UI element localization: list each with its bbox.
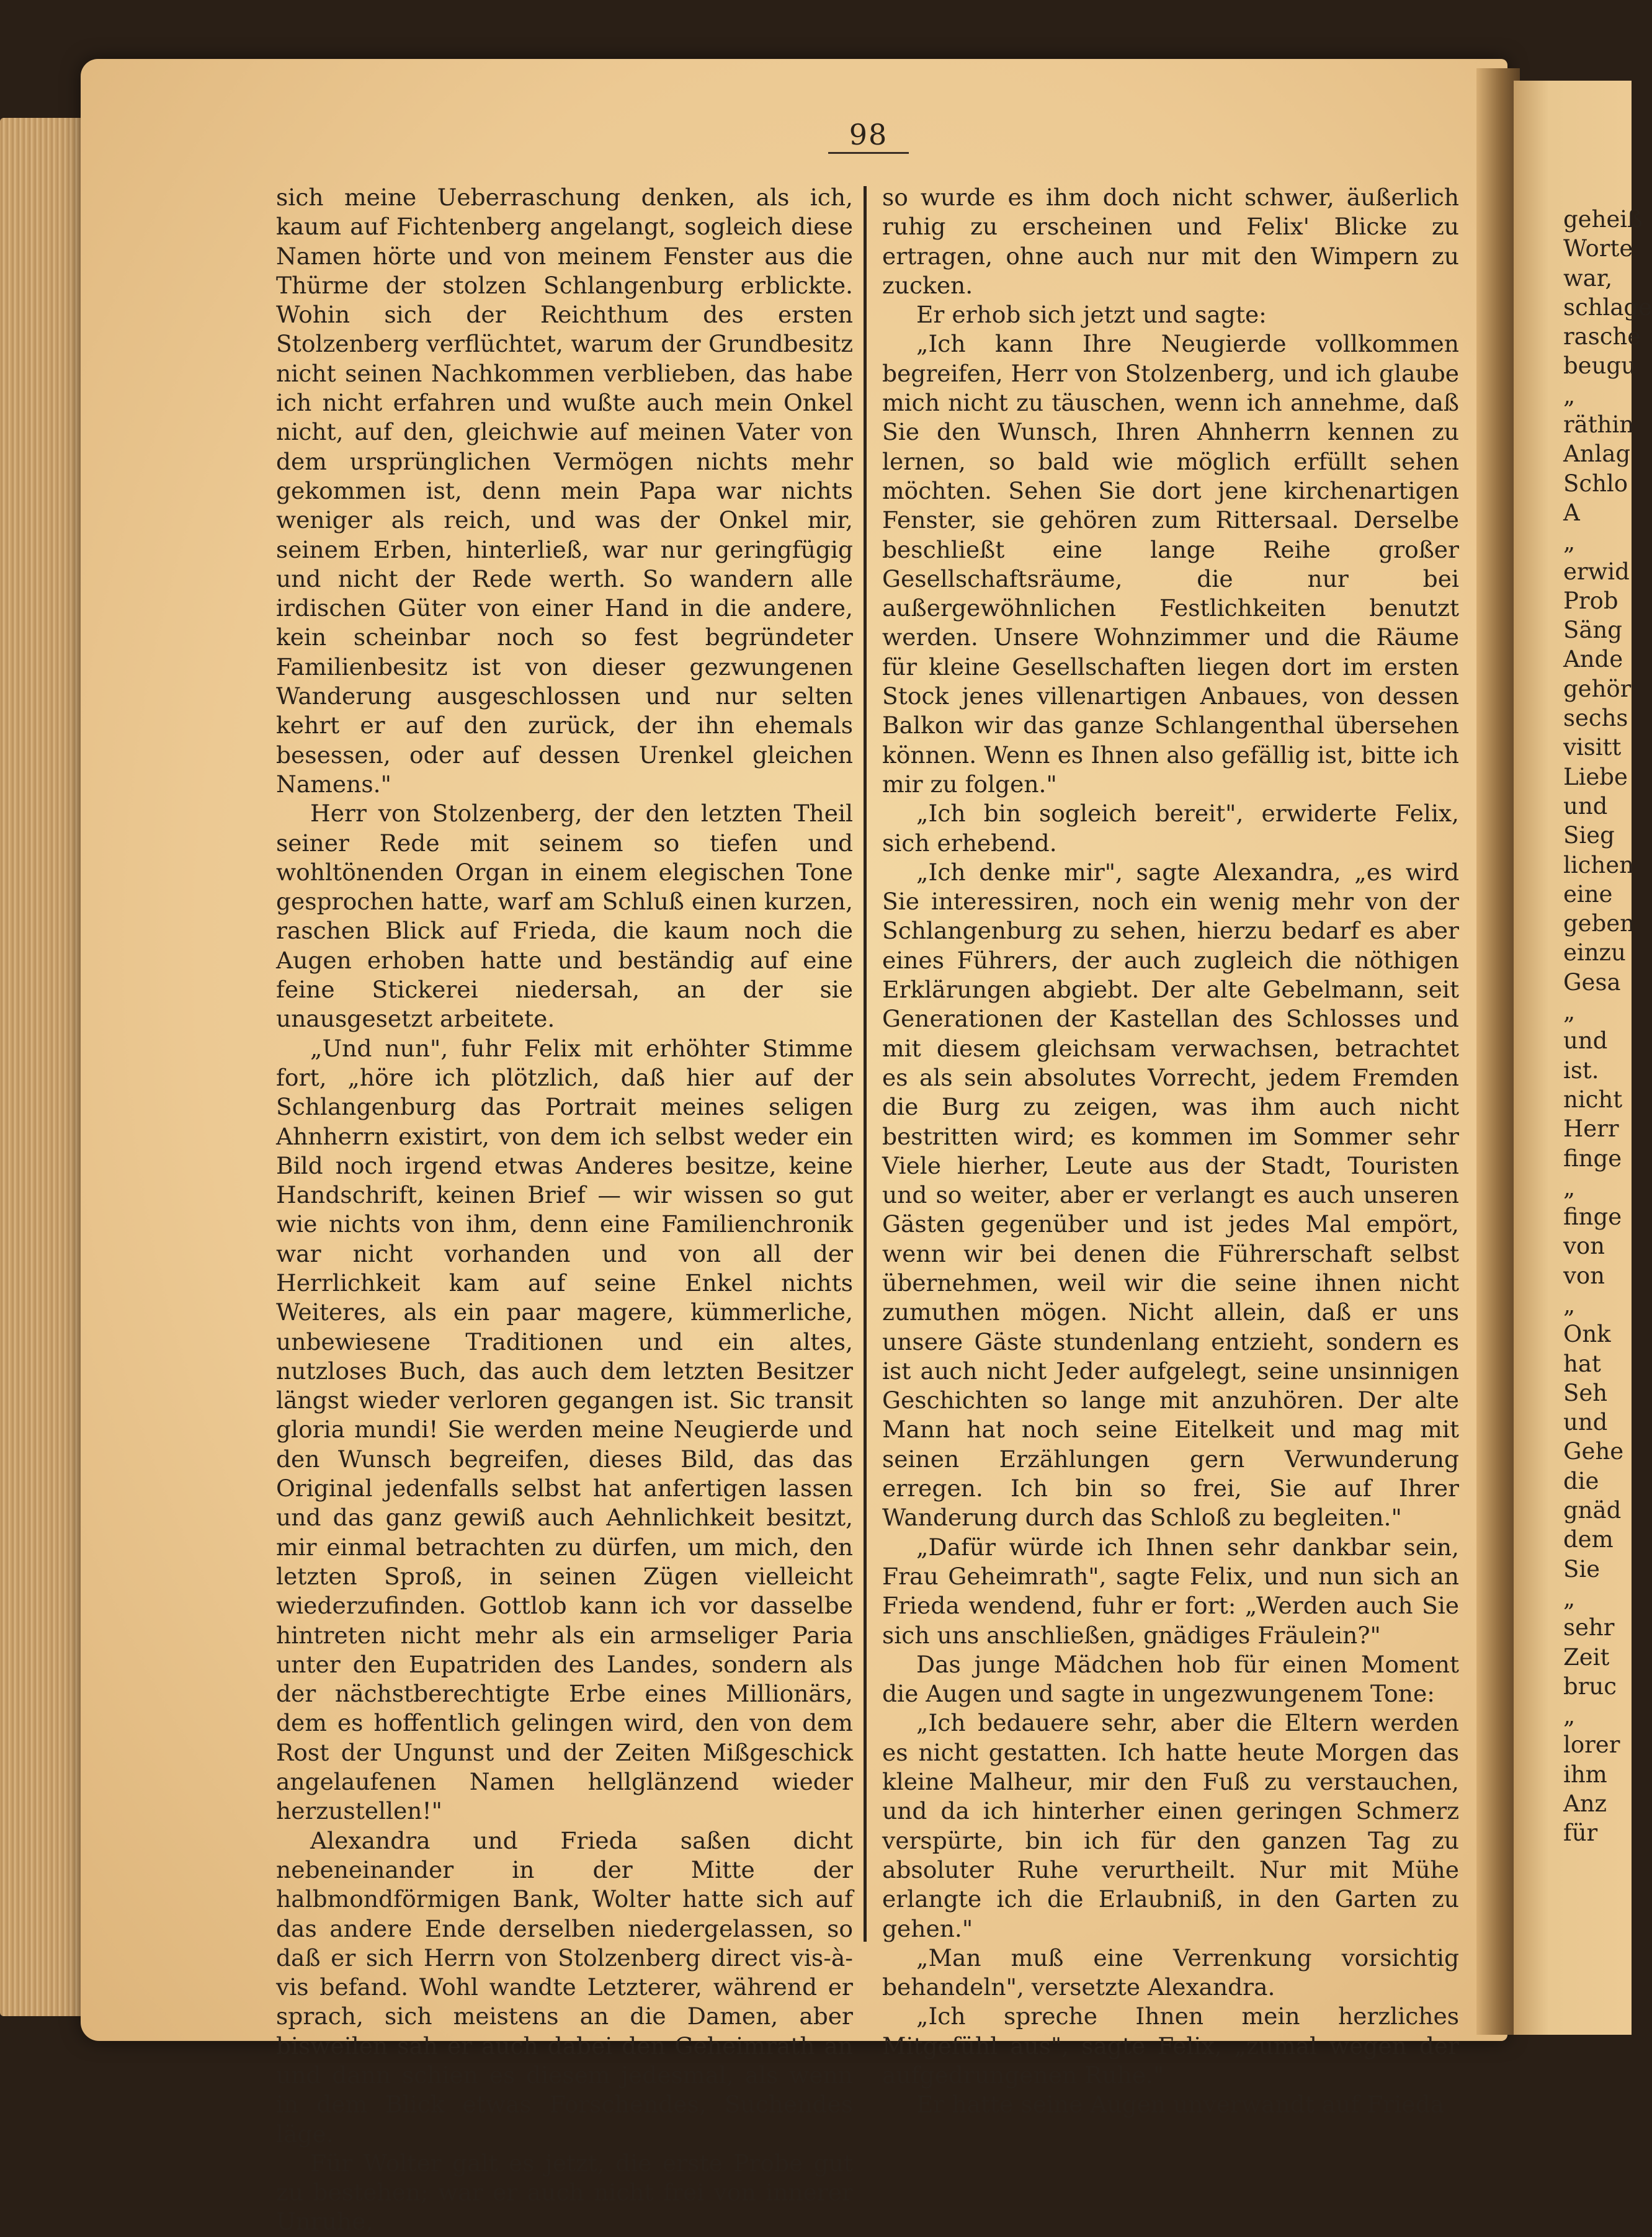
paragraph: „Ich bin sogleich bereit", erwiderte Felix, sich erhebend. [882,800,1459,857]
cut-line-fragment: lichen [1563,851,1634,878]
cut-line-fragment: geheiß [1563,206,1643,233]
cut-line-fragment: ihm [1563,1761,1607,1788]
cut-line-fragment: beugu [1563,352,1636,380]
paragraph: „Ich denke mir", sagte Alexandra, „es wird Sie interessiren, noch ein wenig mehr von der Schlangenburg zu sehen, hierzu bedarf es aber eines Führers, der auch zugleich die nöthigen Erklärungen abgiebt. Der alte Gebelmann, seit Generationen der Kastellan des Schlosses und mit diesem gleichsam verwachsen, betrachtet es als sein absolutes Vorrecht, jedem Fremden die Burg zu zeigen, was ihm auch nicht bestritten wird; es kommen im Sommer sehr Viele hierher, Leute aus der Stadt, Touristen und so weiter, aber er verlangt es auch unseren Gästen gegenüber und ist jedes Mal empört, wenn wir bei denen die Führerschaft selbst übernehmen, weil wir die seine ihnen nicht zumuthen mögen. Nicht allein, daß er uns unsere Gäste stundenlang entzieht, sondern es ist auch nicht Jeder aufgelegt, seine unsinnigen Geschichten so lange mit anzuhören. Der alte Mann hat noch seine Eitelkeit und mag mit seinen Erzählungen gern Verwunderung erregen. Ich bin so frei, Sie auf Ihrer Wanderung durch das Schloß zu begleiten." [882,858,1459,1532]
book-page-edges [0,118,93,2016]
paragraph: „Ich spreche Ihnen mein herzliches Mitgefühl aus", sagte Felix, „zumal wegen der aufgedrungenen Ruhe." [882,2003,1459,2089]
cut-line-fragment: gnäd [1563,1497,1622,1524]
cut-line-fragment: „ [1563,1584,1576,1612]
cut-line-fragment: Liebe [1563,763,1628,790]
cut-line-fragment: für [1563,1820,1598,1847]
cut-line-fragment: hat [1563,1350,1601,1377]
cut-line-fragment: Gesa [1563,968,1621,996]
paragraph: Er hatte seine Augen unverwandt auf Frieda [916,2091,1444,2119]
cut-line-fragment: sechs [1563,705,1628,732]
cut-line-fragment: Onk [1563,1321,1611,1348]
cut-line-fragment: einzu [1563,939,1626,967]
cut-line-fragment: Säng [1563,617,1622,644]
cut-line-fragment: Worte [1563,235,1633,262]
paragraph: „Dafür würde ich Ihnen sehr dankbar sein, Frau Geheimrath", sagte Felix, und nun sich an Frieda wendend, fuhr er fort: „Werden auch Sie sich uns anschließen, gnädiges Fräulein?" [882,1533,1459,1649]
cut-line-fragment: Schlo [1563,470,1628,497]
page-number: 98 [849,118,888,151]
cut-line-fragment: „ [1563,1702,1576,1730]
cut-line-fragment: finge [1563,1145,1622,1172]
cut-line-fragment: Sie [1563,1555,1601,1583]
cut-line-fragment: „ [1563,529,1576,556]
cut-line-fragment: rasche [1563,323,1641,351]
paragraph: „Man muß eine Verrenkung vorsichtig behandeln", versetzte Alexandra. [882,1944,1459,2001]
cut-line-fragment: Seh [1563,1379,1608,1406]
paragraph: Das junge Mädchen hob für einen Moment die Augen und sagte in ungezwungenem Tone: [882,1650,1459,1708]
cut-line-fragment: bruc [1563,1672,1617,1700]
paragraph: Herr von Stolzenberg, der den letzten Theil seiner Rede mit seinem so tiefen und wohltönenden Organ in einem elegischen Tone gesprochen hatte, warf am Schluß einen kurzen, raschen Blick auf Frieda, die kaum noch die Augen erhoben hatte und beständig auf eine feine Stickerei niedersah, an der sie unausgesetzt arbeitete. [276,800,853,1033]
column-divider [864,186,867,1942]
cut-line-fragment: Sieg [1563,822,1615,849]
cut-line-fragment: schlage [1563,293,1652,321]
cut-line-fragment: finge [1563,1203,1622,1231]
cut-line-fragment: Herr [1563,1115,1619,1143]
cut-line-fragment: ist. [1563,1056,1599,1084]
cut-line-fragment: Ande [1563,646,1623,673]
cut-line-fragment: die [1563,1467,1599,1494]
cut-line-fragment: „ [1563,382,1576,409]
cut-line-fragment: und [1563,792,1608,819]
cut-line-fragment: „ [1563,1174,1576,1201]
cut-line-fragment: Zeit [1563,1643,1610,1671]
left-text-column [276,183,853,2237]
cut-line-fragment: gehör [1563,675,1632,702]
cut-line-fragment: und [1563,1409,1608,1436]
cut-line-fragment: geben [1563,910,1635,937]
paragraph: „Ich kann Ihre Neugierde vollkommen begreifen, Herr von Stolzenberg, und ich glaube mich nicht zu täuschen, wenn ich annehme, daß Sie den Wunsch, Ihren Ahnherrn kennen zu lernen, so bald wie möglich erfüllt sehen möchten. Sehen Sie dort jene kirchenartigen Fenster, sie gehören zum Rittersaal. Derselbe beschließt eine lange Reihe großer Gesellschaftsräume, die nur bei außergewöhnlichen Festlichkeiten benutzt werden. Unsere Wohnzimmer und die Räume für kleine Gesellschaften liegen dort im ersten Stock jenes villenartigen Anbaues, von dessen Balkon wir das ganze Schlangenthal übersehen können. Wenn es Ihnen also gefällig ist, bitte ich mir zu folgen." [882,330,1459,798]
paragraph: „Ich bedauere sehr, aber die Eltern werden es nicht gestatten. Ich hatte heute Morgen das kleine Malheur, mir den Fuß zu verstauchen, und da ich hinterher einen geringen Schmerz verspürte, bin ich für den ganzen Tag zu absoluter Ruhe verurtheilt. Nur mit Mühe erlangte ich die Erlaubniß, in den Garten zu gehen." [882,1709,1459,1942]
paragraph: Er erhob sich jetzt und sagte: [916,301,1267,329]
cut-line-fragment: Anlag [1563,440,1631,468]
cut-line-fragment: sehr [1563,1614,1615,1641]
page-number-rule [828,152,909,154]
cut-line-fragment: Gehe [1563,1438,1624,1465]
paragraph: Für Wolter galt es jetzt, die erste Probe gut zu bestehen; war er auch nicht frei von innerer Unruhe, [276,2149,853,2236]
cut-line-fragment: war, [1563,264,1613,292]
cut-line-fragment: räthin [1563,411,1635,439]
cut-line-fragment: und [1563,1027,1608,1055]
cut-line-fragment: lorer [1563,1731,1620,1759]
cut-line-fragment: Anz [1563,1790,1607,1818]
cut-line-fragment: „ [1563,1291,1576,1318]
paragraph: Alexandra und Frieda saßen dicht nebeneinander in der Mitte der halbmondförmigen Bank, Wolter hatte sich auf das andere Ende derselben niedergelassen, so daß er sich Herrn von Stolzenberg direct vis-à-vis befand. Wohl wandte Letzterer, während er sprach, sich meistens an die Damen, aber bisweilen sah er auch dabei den Geheimrath an und dann schien es diesem jedesmal, als wenn in dem Blick etwas Forschendes, Suchendes läge. [276,1826,853,2148]
paragraph: sich meine Ueberraschung denken, als ich, kaum auf Fichtenberg angelangt, sogleich diese Namen hörte und von meinem Fenster aus die Thürme der stolzen Schlangenburg erblickte. Wohin sich der Reichthum des ersten Stolzenberg verflüchtet, warum der Grundbesitz nicht seinen Nachkommen verblieben, das habe ich nicht erfahren und wußte auch mein Onkel nicht, auf den, gleichwie auf meinen Vater von dem ursprünglichen Vermögen nichts mehr gekommen ist, denn mein Papa war nichts weniger als reich, und was der Onkel mir, seinem Erben, hinterließ, war nur geringfügig und nicht der Rede werth. So wandern alle irdischen Güter von einer Hand in die andere, kein scheinbar noch so fest begründeter Familienbesitz ist von dieser gezwungenen Wanderung ausgeschlossen und nur selten kehrt er auf den zurück, der ihn ehemals besessen, oder auf dessen Urenkel gleichen Namens." [276,184,853,798]
cut-line-fragment: Prob [1563,587,1619,614]
cut-line-fragment: dem [1563,1526,1614,1553]
cut-line-fragment: nicht [1563,1086,1623,1113]
cut-line-fragment: von [1563,1233,1605,1260]
right-text-column [882,183,1459,2120]
cut-line-fragment: „ [1563,998,1576,1025]
cut-line-fragment: visitt [1563,734,1622,761]
next-page-cut-text [1563,205,1652,1848]
paragraph: „Und nun", fuhr Felix mit erhöhter Stimme fort, „höre ich plötzlich, daß hier auf der Schlangenburg das Portrait meines seligen Ahnherrn existirt, von dem ich selbst weder ein Bild noch irgend etwas Anderes besitze, keine Handschrift, keinen Brief — wir wissen so gut wie nichts von ihm, denn eine Familienchronik war nicht vorhanden und von all der Herrlichkeit kam auf seine Enkel nichts Weiteres, als ein paar magere, kümmerliche, unbewiesene Traditionen und ein altes, nutzloses Buch, das auch dem letzten Besitzer längst wieder verloren gegangen ist. Sic transit gloria mundi! Sie werden meine Neugierde und den Wunsch begreifen, dieses Bild, das das Original jedenfalls selbst hat anfertigen lassen und das ganz gewiß auch Aehnlichkeit besitzt, mir einmal betrachten zu dürfen, um mich, den letzten Sproß, in seinen Zügen vielleicht wiederzufinden. Gottlob kann ich vor dasselbe hintreten nicht mehr als ein armseliger Paria unter den Eupatriden des Landes, sondern als der nächstberechtigte Erbe eines Millionärs, dem es hoffentlich gelingen wird, den von dem Rost der Ungunst und der Zeiten Mißgeschick angelaufenen Namen hellglänzend wieder herzustellen!" [276,1034,853,1825]
paragraph: so wurde es ihm doch nicht schwer, äußerlich ruhig zu erscheinen und Felix' Blicke zu ertragen, ohne auch nur mit den Wimpern zu zucken. [882,184,1459,299]
cut-line-fragment: erwid [1563,558,1630,585]
cut-line-fragment: A [1563,499,1580,526]
cut-line-fragment: eine [1563,880,1613,908]
cut-line-fragment: von [1563,1262,1605,1289]
